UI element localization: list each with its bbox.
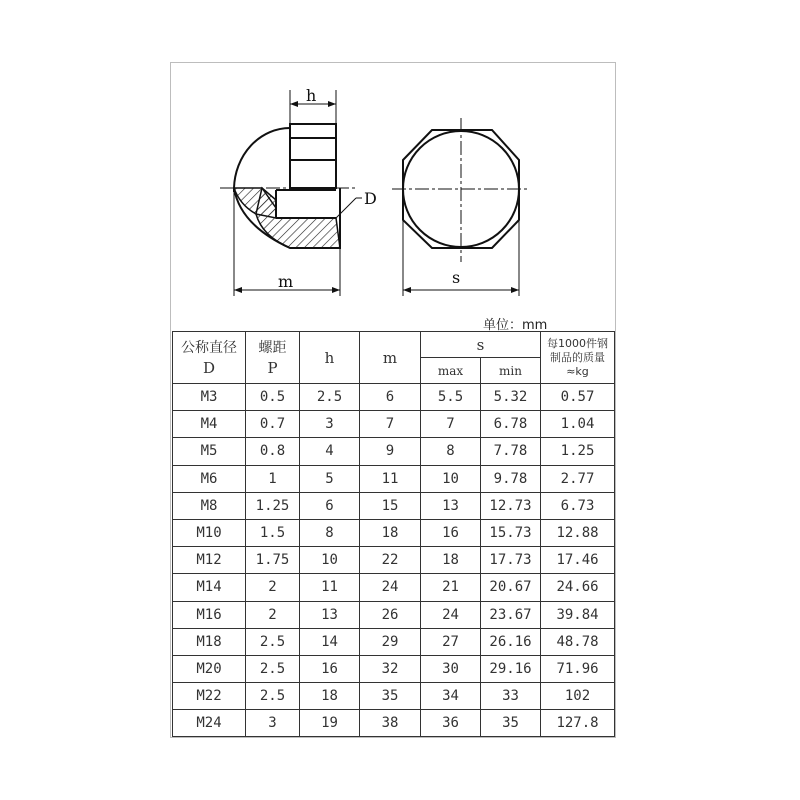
cell-diameter: M4 bbox=[173, 411, 246, 438]
header-h bbox=[300, 332, 360, 384]
cell-mass: 24.66 bbox=[541, 574, 615, 601]
header-mass-line1: 每1000件钢 bbox=[547, 336, 609, 350]
cell-pitch: 1.25 bbox=[246, 492, 300, 519]
header-pitch bbox=[246, 332, 300, 384]
cell-pitch: 3 bbox=[246, 710, 300, 737]
table-row bbox=[173, 465, 615, 492]
table-row bbox=[173, 601, 615, 628]
header-mass-line3: ≈kg bbox=[566, 364, 589, 378]
unit-label: 单位：mm bbox=[483, 318, 548, 333]
cell-mass: 17.46 bbox=[541, 547, 615, 574]
dim-label-s: s bbox=[452, 268, 461, 287]
table-row bbox=[173, 574, 615, 601]
cell-s-min: 23.67 bbox=[481, 601, 541, 628]
cell-m: 6 bbox=[360, 384, 421, 411]
header-pitch-symbol: P bbox=[267, 358, 278, 377]
cell-mass: 6.73 bbox=[541, 492, 615, 519]
cell-pitch: 0.7 bbox=[246, 411, 300, 438]
cell-s-min: 6.78 bbox=[481, 411, 541, 438]
header-s-label: s bbox=[476, 335, 485, 354]
cell-s-max: 10 bbox=[421, 465, 481, 492]
header-m-label: m bbox=[382, 348, 398, 367]
header-s-max-label: max bbox=[437, 363, 464, 378]
header-s-max bbox=[421, 358, 481, 384]
header-pitch-cn: 螺距 bbox=[258, 339, 287, 356]
cell-s-max: 16 bbox=[421, 519, 481, 546]
cell-pitch: 1.75 bbox=[246, 547, 300, 574]
cap-nut-drawing bbox=[0, 0, 800, 320]
cell-mass: 1.04 bbox=[541, 411, 615, 438]
cell-mass: 0.57 bbox=[541, 384, 615, 411]
cell-h: 4 bbox=[300, 438, 360, 465]
cell-s-min: 29.16 bbox=[481, 655, 541, 682]
cell-m: 32 bbox=[360, 655, 421, 682]
cell-m: 9 bbox=[360, 438, 421, 465]
table-row bbox=[173, 492, 615, 519]
cell-h: 13 bbox=[300, 601, 360, 628]
cell-pitch: 2.5 bbox=[246, 628, 300, 655]
cell-diameter: M5 bbox=[173, 438, 246, 465]
table-row bbox=[173, 628, 615, 655]
cell-s-min: 5.32 bbox=[481, 384, 541, 411]
cell-diameter: M10 bbox=[173, 519, 246, 546]
cell-diameter: M8 bbox=[173, 492, 246, 519]
cell-s-min: 33 bbox=[481, 683, 541, 710]
cell-mass: 12.88 bbox=[541, 519, 615, 546]
header-nominal-diameter-cn: 公称直径 bbox=[181, 339, 237, 356]
cell-h: 3 bbox=[300, 411, 360, 438]
cell-m: 38 bbox=[360, 710, 421, 737]
table-row bbox=[173, 655, 615, 682]
cell-h: 11 bbox=[300, 574, 360, 601]
cell-diameter: M20 bbox=[173, 655, 246, 682]
cell-s-max: 18 bbox=[421, 547, 481, 574]
table-row bbox=[173, 683, 615, 710]
cell-diameter: M14 bbox=[173, 574, 246, 601]
cell-m: 15 bbox=[360, 492, 421, 519]
cell-pitch: 0.5 bbox=[246, 384, 300, 411]
cap-nut-technical-drawing bbox=[0, 0, 800, 320]
header-nominal-diameter bbox=[173, 332, 246, 384]
cell-mass: 102 bbox=[541, 683, 615, 710]
cell-m: 11 bbox=[360, 465, 421, 492]
cell-s-min: 9.78 bbox=[481, 465, 541, 492]
cell-s-max: 21 bbox=[421, 574, 481, 601]
cell-s-max: 24 bbox=[421, 601, 481, 628]
header-mass bbox=[541, 332, 615, 384]
header-mass-line2: 制品的质量 bbox=[550, 350, 606, 364]
header-s-min bbox=[481, 358, 541, 384]
table-row bbox=[173, 710, 615, 737]
table-row bbox=[173, 547, 615, 574]
cell-s-min: 26.16 bbox=[481, 628, 541, 655]
cell-h: 16 bbox=[300, 655, 360, 682]
table-body bbox=[173, 384, 615, 737]
cell-s-max: 36 bbox=[421, 710, 481, 737]
cell-h: 18 bbox=[300, 683, 360, 710]
cell-mass: 39.84 bbox=[541, 601, 615, 628]
cell-diameter: M18 bbox=[173, 628, 246, 655]
cell-h: 5 bbox=[300, 465, 360, 492]
cell-s-min: 7.78 bbox=[481, 438, 541, 465]
dim-label-h: h bbox=[306, 86, 317, 105]
cell-mass: 2.77 bbox=[541, 465, 615, 492]
cell-h: 8 bbox=[300, 519, 360, 546]
cell-mass: 71.96 bbox=[541, 655, 615, 682]
cell-s-max: 8 bbox=[421, 438, 481, 465]
table-row bbox=[173, 438, 615, 465]
cell-s-max: 30 bbox=[421, 655, 481, 682]
cell-s-min: 35 bbox=[481, 710, 541, 737]
dim-label-m: m bbox=[278, 272, 294, 291]
table-row bbox=[173, 519, 615, 546]
cell-s-min: 20.67 bbox=[481, 574, 541, 601]
cell-s-max: 27 bbox=[421, 628, 481, 655]
cap-nut-spec-table bbox=[172, 331, 615, 737]
cell-m: 24 bbox=[360, 574, 421, 601]
cell-pitch: 1.5 bbox=[246, 519, 300, 546]
section-hatch-lower bbox=[256, 188, 340, 248]
cell-mass: 1.25 bbox=[541, 438, 615, 465]
cell-diameter: M16 bbox=[173, 601, 246, 628]
table-row bbox=[173, 411, 615, 438]
header-m bbox=[360, 332, 421, 384]
cell-s-max: 5.5 bbox=[421, 384, 481, 411]
cell-pitch: 0.8 bbox=[246, 438, 300, 465]
cell-diameter: M6 bbox=[173, 465, 246, 492]
cell-diameter: M12 bbox=[173, 547, 246, 574]
cell-pitch: 2.5 bbox=[246, 683, 300, 710]
cell-diameter: M3 bbox=[173, 384, 246, 411]
cell-s-max: 13 bbox=[421, 492, 481, 519]
cell-m: 7 bbox=[360, 411, 421, 438]
cell-mass: 127.8 bbox=[541, 710, 615, 737]
cell-m: 35 bbox=[360, 683, 421, 710]
cell-s-max: 34 bbox=[421, 683, 481, 710]
cell-m: 22 bbox=[360, 547, 421, 574]
cell-m: 18 bbox=[360, 519, 421, 546]
cell-diameter: M24 bbox=[173, 710, 246, 737]
dim-label-D: D bbox=[364, 189, 377, 208]
cell-pitch: 1 bbox=[246, 465, 300, 492]
cell-diameter: M22 bbox=[173, 683, 246, 710]
cell-h: 14 bbox=[300, 628, 360, 655]
table-row bbox=[173, 384, 615, 411]
table-header bbox=[173, 332, 615, 384]
cell-m: 29 bbox=[360, 628, 421, 655]
header-h-label: h bbox=[324, 348, 335, 367]
cell-h: 2.5 bbox=[300, 384, 360, 411]
header-s-min-label: min bbox=[499, 363, 522, 378]
cell-pitch: 2 bbox=[246, 574, 300, 601]
header-nominal-diameter-symbol: D bbox=[202, 358, 216, 377]
header-s bbox=[421, 332, 541, 358]
cell-s-min: 15.73 bbox=[481, 519, 541, 546]
cell-h: 10 bbox=[300, 547, 360, 574]
cell-h: 6 bbox=[300, 492, 360, 519]
cell-pitch: 2.5 bbox=[246, 655, 300, 682]
cell-m: 26 bbox=[360, 601, 421, 628]
cell-s-min: 12.73 bbox=[481, 492, 541, 519]
cell-s-max: 7 bbox=[421, 411, 481, 438]
cell-pitch: 2 bbox=[246, 601, 300, 628]
cell-mass: 48.78 bbox=[541, 628, 615, 655]
cell-s-min: 17.73 bbox=[481, 547, 541, 574]
cell-h: 19 bbox=[300, 710, 360, 737]
